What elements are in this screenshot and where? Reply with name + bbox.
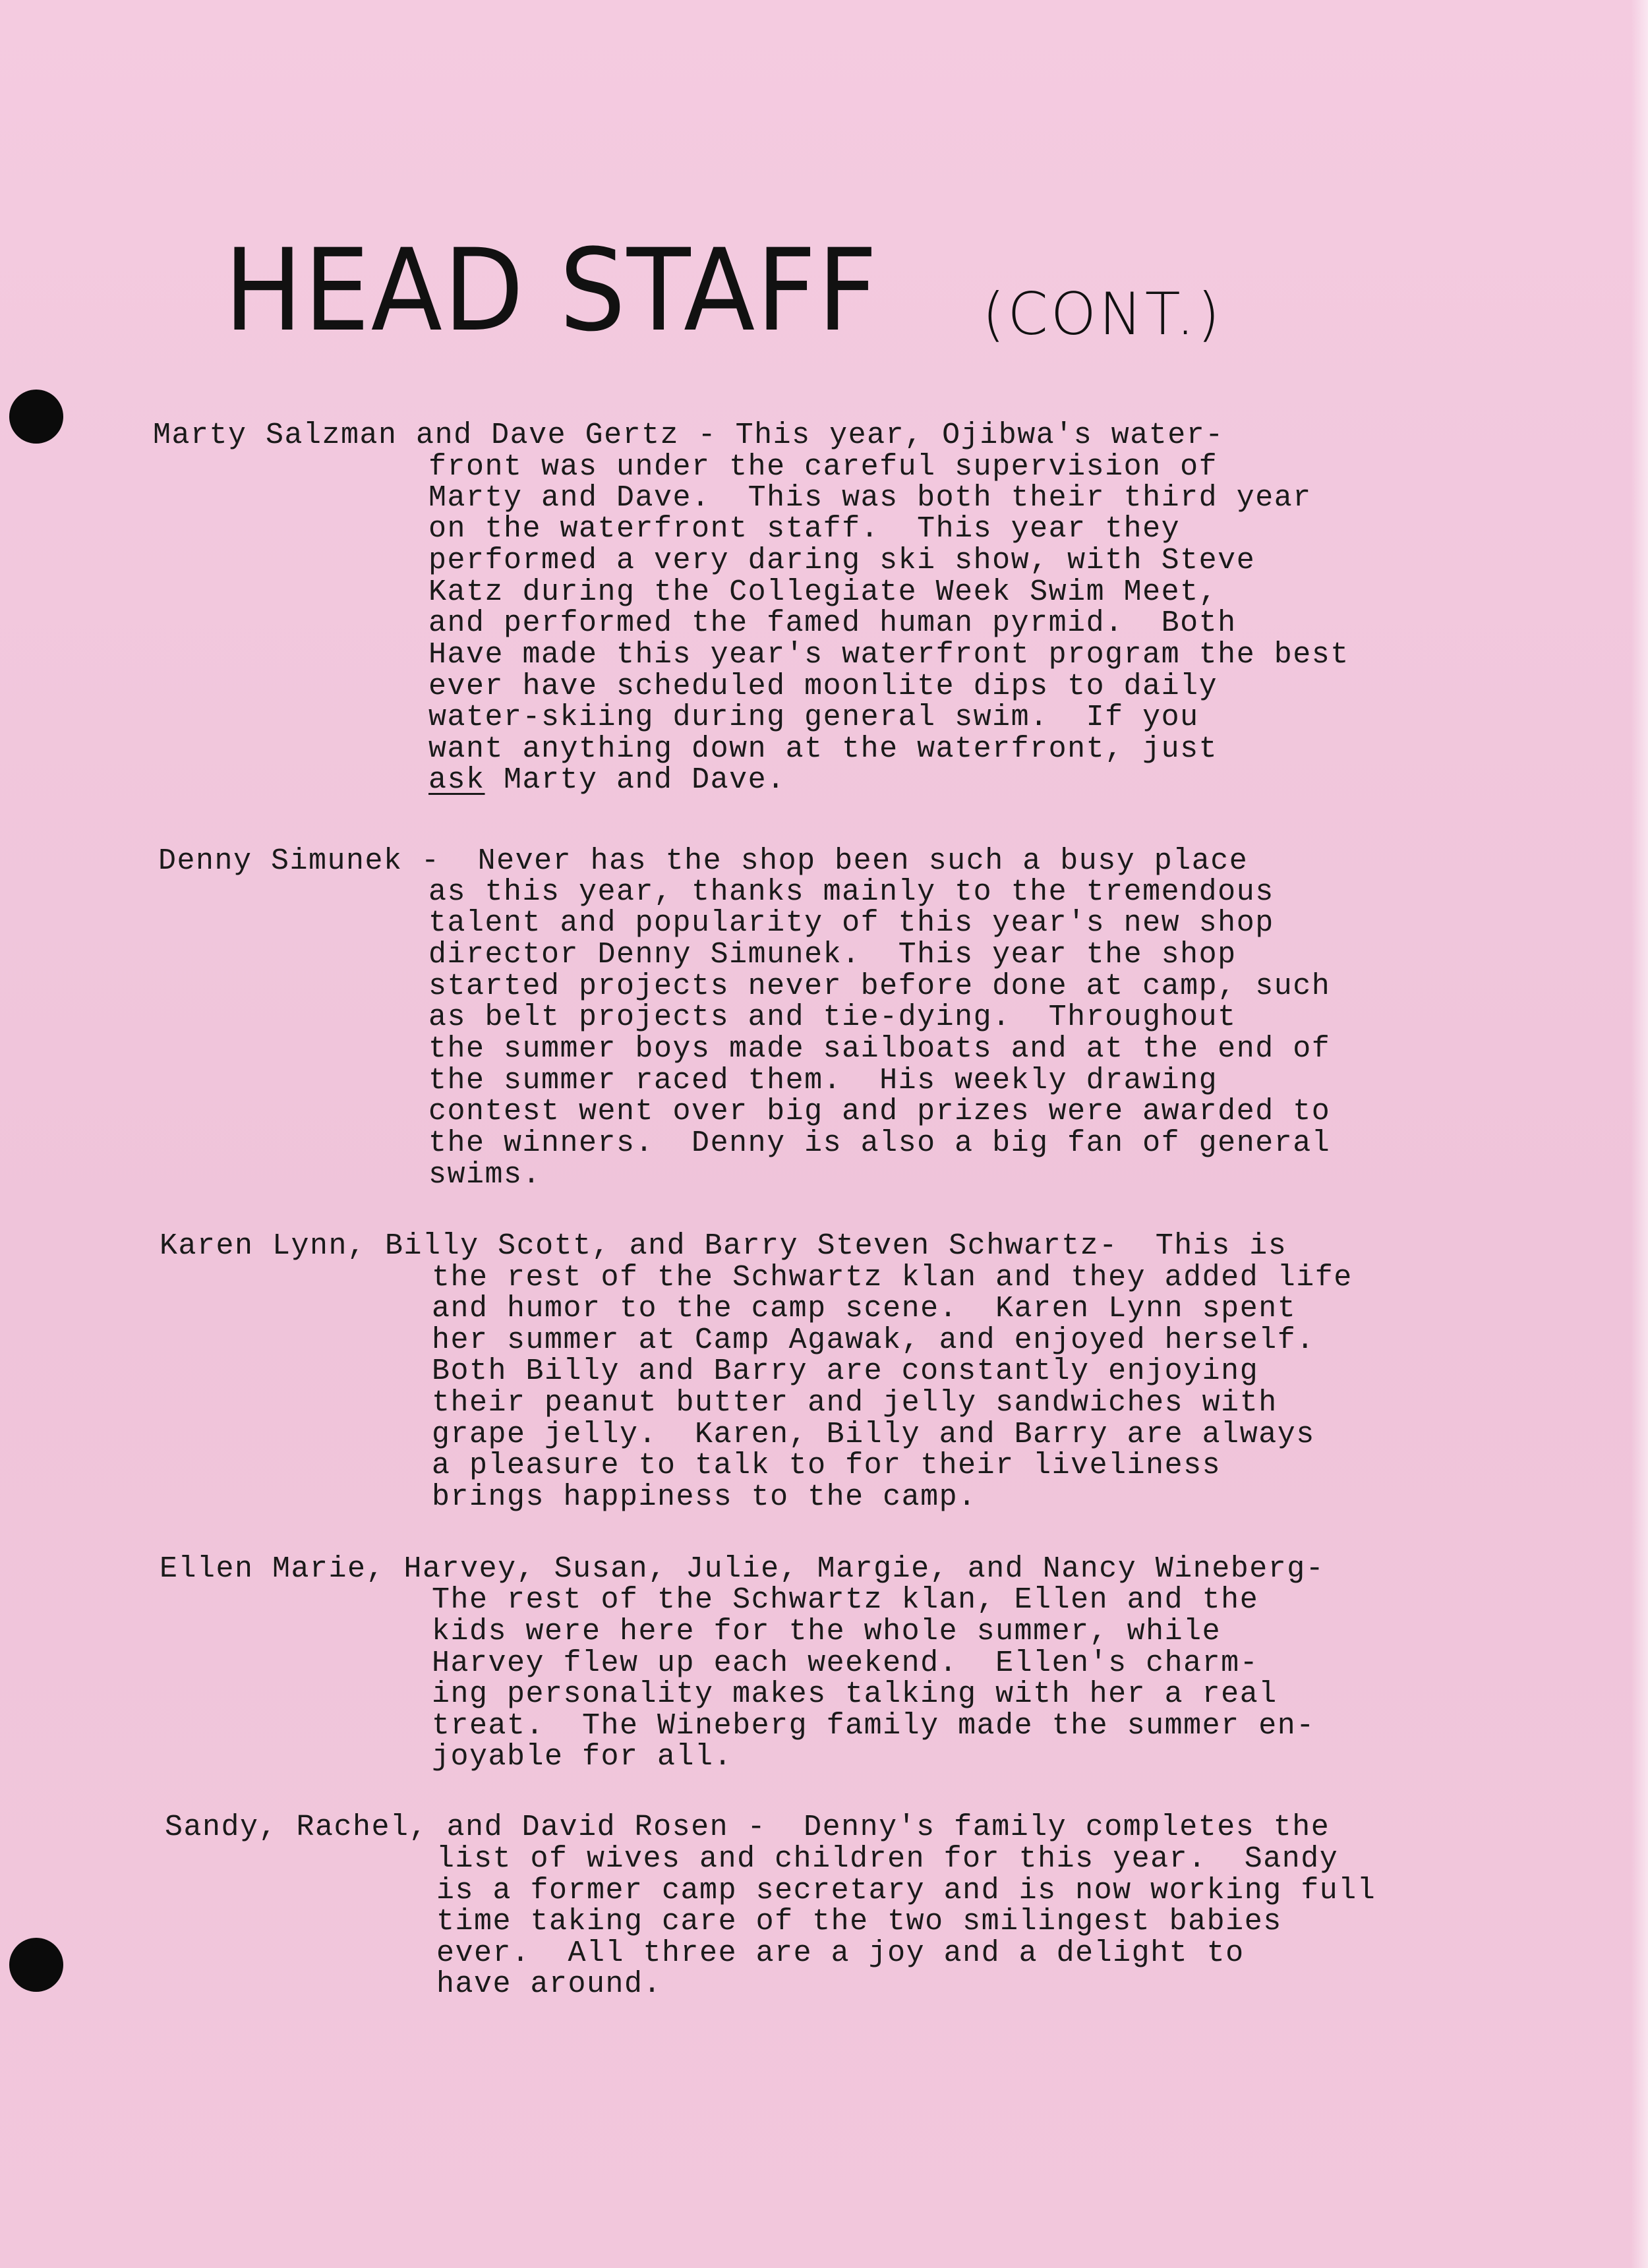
- entry-line: time taking care of the two smilingest babies: [436, 1905, 1282, 1938]
- entry-line: her summer at Camp Agawak, and enjoyed herself.: [432, 1323, 1315, 1357]
- entry-line: water-skiing during general swim. If you: [428, 701, 1199, 734]
- entry-line: ing personality makes talking with her a real: [432, 1677, 1278, 1711]
- entry-line: joyable for all.: [432, 1740, 733, 1774]
- entry-line: a pleasure to talk to for their liveliness: [432, 1449, 1221, 1482]
- entry-line: the summer boys made sailboats and at the end of: [428, 1032, 1331, 1066]
- entry-line: and performed the famed human pyrmid. Both: [428, 606, 1237, 640]
- entry-heading: Karen Lynn, Billy Scott, and Barry Steven Schwartz- This is: [160, 1229, 1287, 1263]
- title-cont: (CONT.): [982, 280, 1223, 348]
- entry-line: as this year, thanks mainly to the tremendous: [428, 875, 1274, 909]
- entry-heading: Marty Salzman and Dave Gertz - This year, Ojibwa's water-: [153, 419, 1224, 452]
- entry-line: treat. The Wineberg family made the summer en-: [432, 1709, 1315, 1743]
- entry-line: director Denny Simunek. This year the shop: [428, 938, 1237, 972]
- entry-line: Katz during the Collegiate Week Swim Meet,: [428, 575, 1218, 609]
- title-main: HEAD STAFF: [224, 224, 879, 357]
- entry-line: is a former camp secretary and is now working full: [436, 1874, 1376, 1907]
- entry-line: Harvey flew up each weekend. Ellen's charm-: [432, 1646, 1259, 1680]
- entry-line: front was under the careful supervision of: [428, 450, 1218, 484]
- entry-line: ever have scheduled moonlite dips to daily: [428, 670, 1218, 703]
- entry-line: The rest of the Schwartz klan, Ellen and the: [432, 1583, 1259, 1617]
- entry-line: list of wives and children for this year. Sandy: [436, 1842, 1339, 1876]
- entry-line: want anything down at the waterfront, just: [428, 732, 1218, 766]
- entry-line: on the waterfront staff. This year they: [428, 512, 1181, 546]
- entry-line-last: [428, 765, 786, 795]
- underlined-word: ask: [428, 763, 485, 797]
- entry-line: grape jelly. Karen, Billy and Barry are always: [432, 1418, 1315, 1451]
- entry-line: the summer raced them. His weekly drawing: [428, 1064, 1218, 1097]
- entry-line: started projects never before done at camp, such: [428, 970, 1331, 1003]
- page-edge: [1631, 0, 1648, 2268]
- entry-heading: Denny Simunek - Never has the shop been such a busy place: [158, 844, 1249, 878]
- entry-line: as belt projects and tie-dying. Throughout: [428, 1001, 1237, 1034]
- entry-heading: Sandy, Rachel, and David Rosen - Denny's family completes the: [165, 1811, 1330, 1844]
- page-title: [224, 224, 1223, 357]
- entry-line: the rest of the Schwartz klan and they added life: [432, 1261, 1353, 1294]
- entry-line: ever. All three are a joy and a delight to: [436, 1936, 1245, 1970]
- entry-line: brings happiness to the camp.: [432, 1480, 977, 1514]
- entry-line-rest: Marty and Dave.: [485, 763, 786, 797]
- entry-line: Have made this year's waterfront program the best: [428, 638, 1349, 672]
- punch-hole-bottom: [9, 1938, 63, 1992]
- entry-line: performed a very daring ski show, with Steve: [428, 544, 1256, 577]
- entry-line: swims.: [428, 1158, 542, 1192]
- entry-line: talent and popularity of this year's new shop: [428, 906, 1274, 940]
- entry-line: and humor to the camp scene. Karen Lynn spent: [432, 1292, 1297, 1325]
- entry-line: Both Billy and Barry are constantly enjoying: [432, 1354, 1259, 1388]
- punch-hole-top: [9, 390, 63, 444]
- entry-line: kids were here for the whole summer, while: [432, 1615, 1221, 1648]
- entry-line: contest went over big and prizes were awarded to: [428, 1095, 1331, 1128]
- entry-heading: Ellen Marie, Harvey, Susan, Julie, Margie, and Nancy Wineberg-: [160, 1552, 1325, 1586]
- entry-line: the winners. Denny is also a big fan of general: [428, 1126, 1331, 1160]
- entry-line: Marty and Dave. This was both their third year: [428, 481, 1312, 515]
- entry-line: have around.: [436, 1967, 662, 2001]
- entry-line: their peanut butter and jelly sandwiches with: [432, 1386, 1278, 1420]
